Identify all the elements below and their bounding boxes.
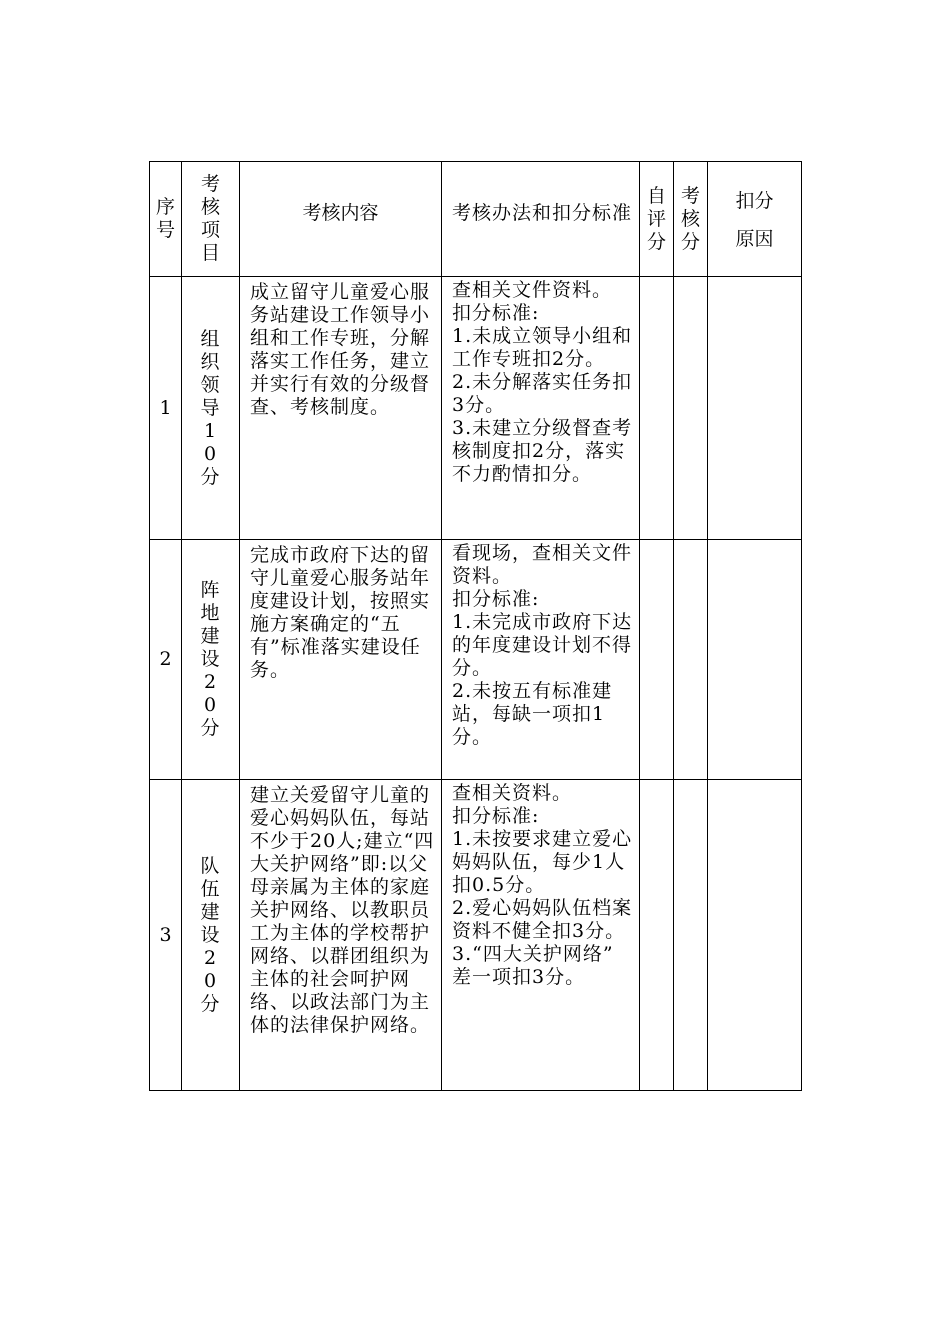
row-check-score [674,780,708,1091]
row-check-score [674,540,708,780]
row-method: 看现场，查相关文件资料。 扣分标准: 1.未完成市政府下达 的年度建设计划不得分。 2.未按五有标准建站，每缺一项扣1分。 [442,540,640,780]
row-item: 组织领导10分 [182,277,240,540]
row-content: 建立关爱留守儿童的爱心妈妈队伍，每站不少于20人;建立“四大关护网络”即:以父母亲属为主体的家庭关护网络、以教职员工为主体的学校帮护网络、以群团组织为主体的社会呵护网络、以政法部门为主体的法律保护网络。 [240,780,442,1091]
table-row [150,277,802,540]
row-method: 查相关资料。 扣分标准: 1.未按要求建立爱心妈妈队伍，每少1人 扣0.5分。 2.爱心妈妈队伍档案 资料不健全扣3分。 3.“四大关护网络” 差一项扣3分。 [442,780,640,1091]
header-row [150,162,802,277]
row-content: 完成市政府下达的留守儿童爱心服务站年度建设计划，按照实施方案确定的“五有”标准落实建设任务。 [240,540,442,780]
header-check-score: 考核分 [674,162,708,277]
header-method: 考核办法和扣分标准 [442,162,640,277]
table-row [150,540,802,780]
row-seq: 2 [150,540,182,780]
row-method: 查相关文件资料。 扣分标准: 1.未成立领导小组和工作专班扣2分。 2.未分解落实任务扣3分。 3.未建立分级督查考核制度扣2分，落实不力酌情扣分。 [442,277,640,540]
row-reason [708,540,802,780]
assessment-table [149,161,802,1091]
row-item: 阵地建设20分 [182,540,240,780]
row-seq: 3 [150,780,182,1091]
row-reason [708,780,802,1091]
header-self-score: 自评分 [640,162,674,277]
row-self-score [640,540,674,780]
header-content: 考核内容 [240,162,442,277]
header-deduction-reason: 扣分 原因 [708,162,802,277]
header-seq: 序号 [150,162,182,277]
header-item: 考核项目 [182,162,240,277]
row-reason [708,277,802,540]
row-seq: 1 [150,277,182,540]
table-row [150,780,802,1091]
row-content: 成立留守儿童爱心服务站建设工作领导小组和工作专班，分解落实工作任务，建立并实行有效的分级督查、考核制度。 [240,277,442,540]
row-check-score [674,277,708,540]
row-self-score [640,780,674,1091]
row-self-score [640,277,674,540]
row-item: 队伍建设20分 [182,780,240,1091]
